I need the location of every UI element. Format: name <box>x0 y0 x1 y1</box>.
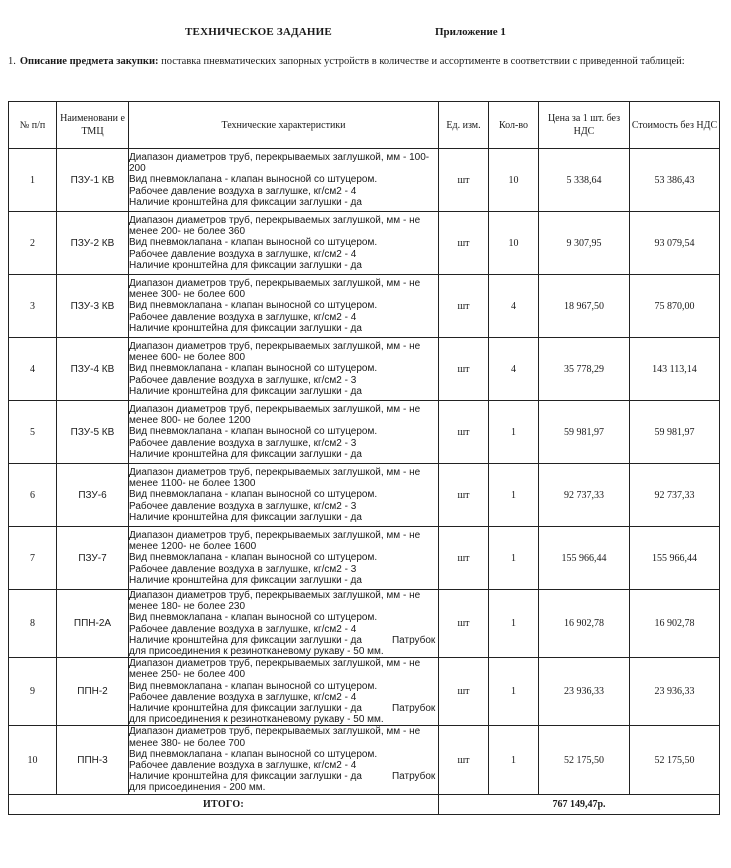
spec-line: Наличие кронштейна для фиксации заглушки - да <box>129 259 362 271</box>
spec-line: Вид пневмоклапана - клапан выносной со штуцером. <box>129 552 378 564</box>
total-row <box>9 794 720 814</box>
unit-of-measure: шт <box>439 212 489 275</box>
row-number: 3 <box>9 275 57 338</box>
row-number: 1 <box>9 149 57 212</box>
unit-of-measure: шт <box>439 658 489 726</box>
unit-of-measure: шт <box>439 527 489 590</box>
spec-line: Диапазон диаметров труб, перекрываемых заглушкой, мм - не <box>129 658 421 670</box>
quantity: 1 <box>489 590 539 658</box>
spec-line: менее 200- не более 360 <box>129 226 246 238</box>
table-row <box>9 658 720 726</box>
spec-line: Вид пневмоклапана - клапан выносной со штуцером. <box>129 300 378 312</box>
table-row <box>9 149 720 212</box>
spec-line: Наличие кронштейна для фиксации заглушки - да <box>129 448 362 460</box>
spec-line: Вид пневмоклапана - клапан выносной со штуцером. <box>129 612 378 624</box>
spec-line: Рабочее давление воздуха в заглушке, кг/см2 - 4 <box>129 311 357 323</box>
total-cost: 53 386,43 <box>630 149 720 212</box>
unit-price: 59 981,97 <box>539 401 630 464</box>
total-cost: 59 981,97 <box>630 401 720 464</box>
item-specification <box>129 590 439 658</box>
item-name: ППН-2А <box>57 590 129 658</box>
spec-line: менее 600- не более 800 <box>129 352 246 364</box>
table-row <box>9 464 720 527</box>
unit-of-measure: шт <box>439 338 489 401</box>
total-cost: 75 870,00 <box>630 275 720 338</box>
spec-line: Вид пневмоклапана - клапан выносной со штуцером. <box>129 426 378 438</box>
spec-line: Рабочее давление воздуха в заглушке, кг/см2 - 4 <box>129 248 357 260</box>
table-row <box>9 726 720 794</box>
table-row <box>9 338 720 401</box>
spec-line: Наличие кронштейна для фиксации заглушки - да <box>129 771 362 783</box>
spec-line: для присоединения к резинотканевому рукаву - 50 мм. <box>129 714 384 726</box>
item-name: ПЗУ-3 КВ <box>57 275 129 338</box>
procurement-description <box>8 55 714 69</box>
row-number: 2 <box>9 212 57 275</box>
table-row <box>9 275 720 338</box>
spec-line: Рабочее давление воздуха в заглушке, кг/см2 - 3 <box>129 374 357 386</box>
spec-line-group <box>129 703 438 714</box>
header-name: Наименовани е ТМЦ <box>57 102 129 149</box>
total-cost: 93 079,54 <box>630 212 720 275</box>
spec-line-group <box>129 635 438 646</box>
quantity: 1 <box>489 401 539 464</box>
total-cost: 143 113,14 <box>630 338 720 401</box>
total-cost: 52 175,50 <box>630 726 720 794</box>
spec-line: Наличие кронштейна для фиксации заглушки - да <box>129 634 362 646</box>
spec-line: Рабочее давление воздуха в заглушке, кг/см2 - 4 <box>129 185 357 197</box>
unit-price: 155 966,44 <box>539 527 630 590</box>
spec-line: менее 380- не более 700 <box>129 737 246 749</box>
total-value: 767 149,47р. <box>439 794 720 814</box>
item-specification <box>129 464 439 527</box>
spec-attachment: Патрубок <box>391 634 436 646</box>
spec-line: Диапазон диаметров труб, перекрываемых заглушкой, мм - 100- <box>129 151 430 163</box>
spec-line: Диапазон диаметров труб, перекрываемых заглушкой, мм - не <box>129 466 421 478</box>
total-cost: 155 966,44 <box>630 527 720 590</box>
item-name: ПЗУ-6 <box>57 464 129 527</box>
spec-line: менее 1100- не более 1300 <box>129 478 256 490</box>
spec-line: Наличие кронштейна для фиксации заглушки - да <box>129 511 362 523</box>
spec-line: Рабочее давление воздуха в заглушке, кг/см2 - 4 <box>129 691 357 703</box>
unit-price: 18 967,50 <box>539 275 630 338</box>
spec-line: Рабочее давление воздуха в заглушке, кг/см2 - 3 <box>129 437 357 449</box>
row-number: 10 <box>9 726 57 794</box>
spec-line: Диапазон диаметров труб, перекрываемых заглушкой, мм - не <box>129 214 421 226</box>
quantity: 4 <box>489 275 539 338</box>
appendix-label: Приложение 1 <box>435 26 506 38</box>
section-number: 1. <box>8 56 16 67</box>
spec-line: Вид пневмоклапана - клапан выносной со штуцером. <box>129 489 378 501</box>
document-title: ТЕХНИЧЕСКОЕ ЗАДАНИЕ <box>185 26 332 38</box>
quantity: 4 <box>489 338 539 401</box>
spec-line: Вид пневмоклапана - клапан выносной со штуцером. <box>129 680 378 692</box>
total-cost: 16 902,78 <box>630 590 720 658</box>
quantity: 1 <box>489 527 539 590</box>
header-spec: Технические характеристики <box>129 102 439 149</box>
header-qty: Кол-во <box>489 102 539 149</box>
spec-line: Наличие кронштейна для фиксации заглушки - да <box>129 322 362 334</box>
item-specification <box>129 275 439 338</box>
table-row <box>9 527 720 590</box>
unit-price: 92 737,33 <box>539 464 630 527</box>
quantity: 10 <box>489 212 539 275</box>
spec-line: Вид пневмоклапана - клапан выносной со штуцером. <box>129 237 378 249</box>
spec-line: менее 250- не более 400 <box>129 669 246 681</box>
spec-line: Диапазон диаметров труб, перекрываемых заглушкой, мм - не <box>129 726 421 738</box>
spec-line: Вид пневмоклапана - клапан выносной со штуцером. <box>129 174 378 186</box>
spec-line: Наличие кронштейна для фиксации заглушки - да <box>129 703 362 715</box>
item-name: ПЗУ-5 КВ <box>57 401 129 464</box>
spec-line: менее 1200- не более 1600 <box>129 541 257 553</box>
item-name: ПЗУ-2 КВ <box>57 212 129 275</box>
row-number: 7 <box>9 527 57 590</box>
unit-price: 52 175,50 <box>539 726 630 794</box>
section-text: поставка пневматических запорных устройств в количестве и ассортименте в соответствии с приведенной таблицей: <box>158 56 685 67</box>
row-number: 5 <box>9 401 57 464</box>
header-num: № п/п <box>9 102 57 149</box>
spec-line: Наличие кронштейна для фиксации заглушки - да <box>129 385 362 397</box>
item-specification <box>129 212 439 275</box>
item-specification <box>129 149 439 212</box>
table-row <box>9 401 720 464</box>
item-specification <box>129 401 439 464</box>
spec-line: для присоединения к резинотканевому рукаву - 50 мм. <box>129 646 384 658</box>
unit-of-measure: шт <box>439 590 489 658</box>
total-label: ИТОГО: <box>9 794 439 814</box>
item-name: ПЗУ-4 КВ <box>57 338 129 401</box>
row-number: 8 <box>9 590 57 658</box>
item-specification <box>129 527 439 590</box>
quantity: 1 <box>489 658 539 726</box>
specification-table <box>8 101 720 815</box>
unit-of-measure: шт <box>439 464 489 527</box>
quantity: 10 <box>489 149 539 212</box>
table-row <box>9 212 720 275</box>
quantity: 1 <box>489 464 539 527</box>
unit-of-measure: шт <box>439 149 489 212</box>
item-specification <box>129 338 439 401</box>
header-cost: Стоимость без НДС <box>630 102 720 149</box>
item-name: ППН-3 <box>57 726 129 794</box>
item-name: ПЗУ-1 КВ <box>57 149 129 212</box>
spec-line: Рабочее давление воздуха в заглушке, кг/см2 - 3 <box>129 500 357 512</box>
quantity: 1 <box>489 726 539 794</box>
total-cost: 92 737,33 <box>630 464 720 527</box>
item-specification <box>129 658 439 726</box>
spec-line: менее 800- не более 1200 <box>129 415 251 427</box>
unit-of-measure: шт <box>439 401 489 464</box>
unit-of-measure: шт <box>439 726 489 794</box>
spec-line: Диапазон диаметров труб, перекрываемых заглушкой, мм - не <box>129 590 421 601</box>
spec-line: Диапазон диаметров труб, перекрываемых заглушкой, мм - не <box>129 529 421 541</box>
item-name: ПЗУ-7 <box>57 527 129 590</box>
spec-line: для присоединения - 200 мм. <box>129 782 266 794</box>
spec-line: Диапазон диаметров труб, перекрываемых заглушкой, мм - не <box>129 403 421 415</box>
spec-line: Вид пневмоклапана - клапан выносной со штуцером. <box>129 363 378 375</box>
section-lead: Описание предмета закупки: <box>19 56 159 67</box>
total-cost: 23 936,33 <box>630 658 720 726</box>
spec-line: Рабочее давление воздуха в заглушке, кг/см2 - 4 <box>129 623 357 635</box>
row-number: 9 <box>9 658 57 726</box>
table-header-row <box>9 102 720 149</box>
item-specification <box>129 726 439 794</box>
spec-line: Наличие кронштейна для фиксации заглушки - да <box>129 574 362 586</box>
spec-line: Рабочее давление воздуха в заглушке, кг/см2 - 3 <box>129 563 357 575</box>
unit-price: 9 307,95 <box>539 212 630 275</box>
unit-price: 5 338,64 <box>539 149 630 212</box>
spec-line: Диапазон диаметров труб, перекрываемых заглушкой, мм - не <box>129 340 421 352</box>
unit-price: 16 902,78 <box>539 590 630 658</box>
unit-price: 23 936,33 <box>539 658 630 726</box>
item-name: ППН-2 <box>57 658 129 726</box>
spec-line: 200 <box>129 163 146 175</box>
spec-line: Вид пневмоклапана - клапан выносной со штуцером. <box>129 748 378 760</box>
spec-attachment: Патрубок <box>391 771 436 783</box>
spec-line: менее 180- не более 230 <box>129 601 246 613</box>
row-number: 6 <box>9 464 57 527</box>
spec-attachment: Патрубок <box>391 703 436 715</box>
spec-line: Наличие кронштейна для фиксации заглушки - да <box>129 196 362 208</box>
row-number: 4 <box>9 338 57 401</box>
unit-price: 35 778,29 <box>539 338 630 401</box>
header-unit: Ед. изм. <box>439 102 489 149</box>
table-row <box>9 590 720 658</box>
header-price: Цена за 1 шт. без НДС <box>539 102 630 149</box>
unit-of-measure: шт <box>439 275 489 338</box>
spec-line-group <box>129 771 438 782</box>
spec-line: Диапазон диаметров труб, перекрываемых заглушкой, мм - не <box>129 277 421 289</box>
spec-line: менее 300- не более 600 <box>129 289 246 301</box>
spec-line: Рабочее давление воздуха в заглушке, кг/см2 - 4 <box>129 760 357 772</box>
